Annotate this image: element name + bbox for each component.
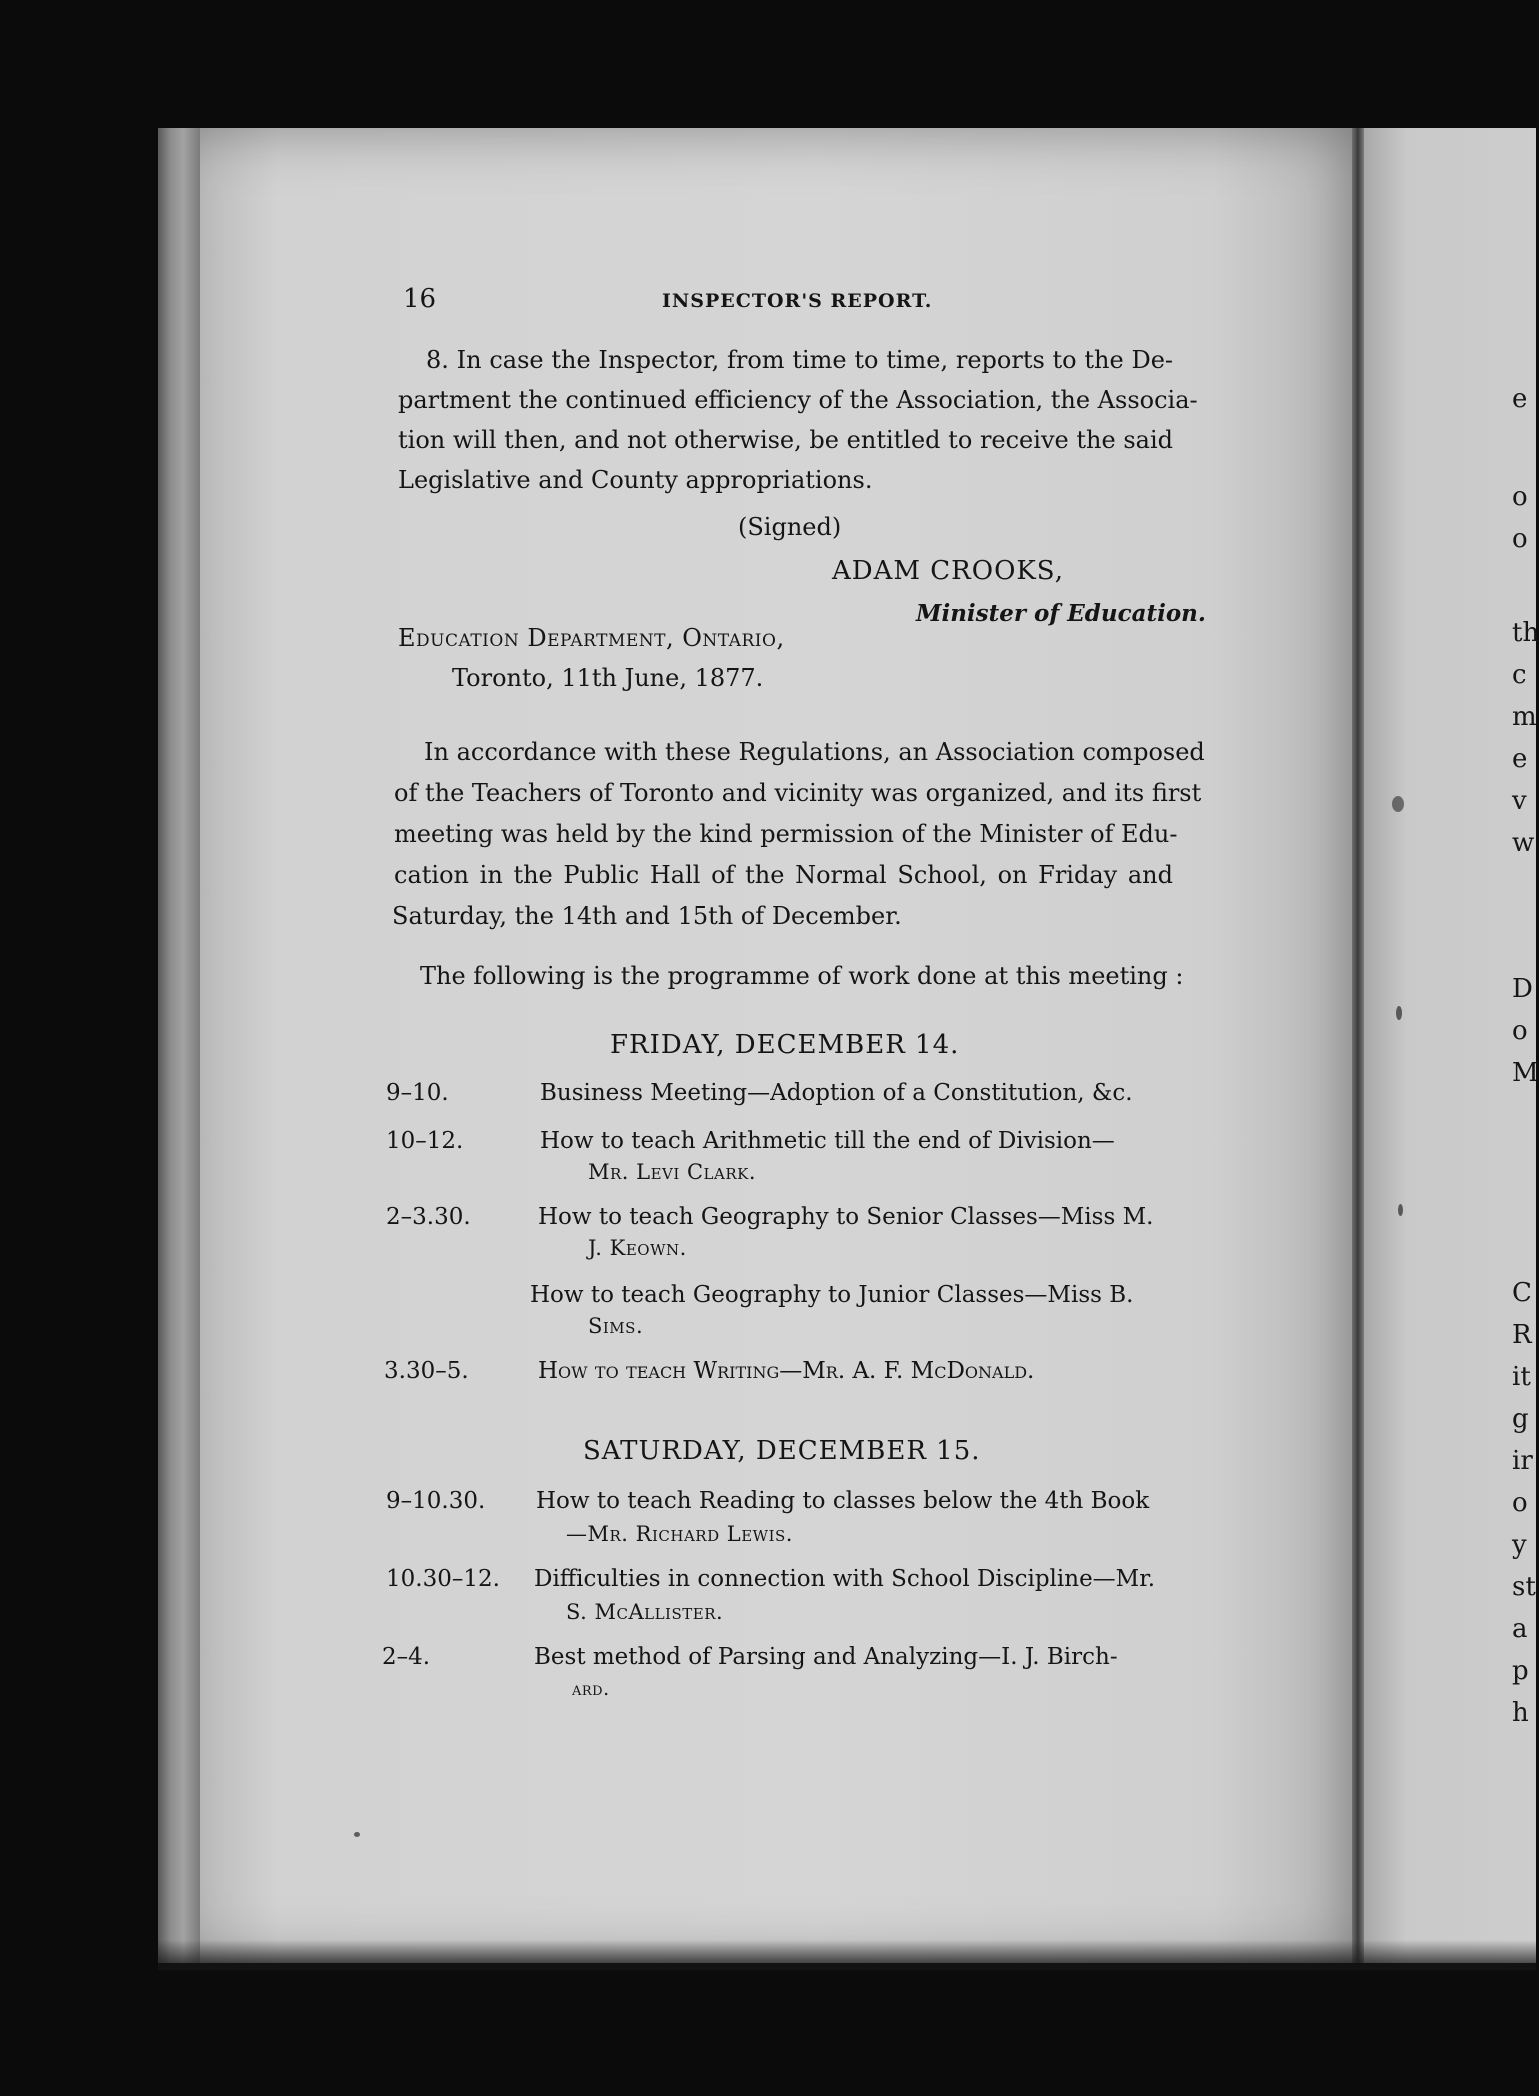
scan-speck: [1392, 796, 1404, 812]
paragraph-line-5: Saturday, the 14th and 15th of December.: [392, 902, 902, 930]
running-title: INSPECTOR'S REPORT.: [662, 290, 933, 312]
saturday-row-1-text: How to teach Reading to classes below the 4th Book: [536, 1488, 1150, 1514]
page-binding-edge: [158, 128, 200, 1963]
facing-fragment: g: [1512, 1404, 1529, 1434]
facing-fragment: R: [1512, 1320, 1532, 1350]
facing-fragment: e: [1512, 384, 1528, 414]
friday-row-5-time: 3.30–5.: [384, 1358, 469, 1384]
programme-intro: The following is the programme of work done at this meeting :: [420, 962, 1184, 990]
friday-row-2-text: How to teach Arithmetic till the end of Division—: [540, 1128, 1115, 1154]
saturday-row-2-time: 10.30–12.: [386, 1566, 500, 1592]
page-gutter: [1352, 128, 1364, 1963]
facing-fragment: M: [1512, 1058, 1539, 1088]
facing-fragment: it: [1512, 1362, 1531, 1392]
facing-fragment: o: [1512, 482, 1528, 512]
facing-fragment: D: [1512, 974, 1533, 1004]
facing-fragment: m: [1512, 702, 1537, 732]
saturday-row-1-time: 9–10.30.: [386, 1488, 486, 1514]
friday-row-5-text: How to teach Writing—Mr. A. F. McDonald.: [538, 1358, 1035, 1384]
friday-row-4-speaker: Sims.: [588, 1314, 644, 1338]
clause-8-line-3: tion will then, and not otherwise, be entitled to receive the said: [398, 426, 1173, 454]
saturday-row-3-text: Best method of Parsing and Analyzing—I. J. Birch-: [534, 1644, 1118, 1670]
department-line: Education Department, Ontario,: [398, 624, 785, 652]
scan-speck: [1396, 1006, 1402, 1020]
facing-fragment: v: [1512, 786, 1527, 816]
friday-row-1-time: 9–10.: [386, 1080, 449, 1106]
friday-row-3-time: 2–3.30.: [386, 1204, 471, 1230]
signatory-name: ADAM CROOKS,: [832, 556, 1064, 586]
facing-fragment: h: [1512, 1698, 1529, 1728]
signed-label: (Signed): [738, 513, 842, 541]
friday-row-2-speaker: Mr. Levi Clark.: [588, 1160, 757, 1184]
facing-page: [1364, 128, 1536, 1963]
saturday-row-2-text: Difficulties in connection with School Discipline—Mr.: [534, 1566, 1156, 1592]
saturday-row-3-speaker: ard.: [572, 1678, 610, 1700]
paragraph-line-1: In accordance with these Regulations, an Association composed: [424, 738, 1205, 766]
friday-row-3-text: How to teach Geography to Senior Classes—Miss M.: [538, 1204, 1154, 1230]
scan-speck: [354, 1832, 360, 1837]
facing-fragment: o: [1512, 1488, 1528, 1518]
friday-heading: FRIDAY, DECEMBER 14.: [610, 1030, 960, 1060]
page-number: 16: [403, 284, 437, 314]
facing-fragment: c: [1512, 660, 1527, 690]
paragraph-line-3: meeting was held by the kind permission of the Minister of Edu-: [394, 820, 1178, 848]
saturday-row-2-speaker: S. McAllister.: [566, 1600, 724, 1624]
scan-speck: [1398, 1204, 1403, 1216]
paragraph-line-2: of the Teachers of Toronto and vicinity was organized, and its first: [394, 779, 1202, 807]
page-bottom-shadow: [158, 1940, 1536, 1970]
clause-8-line-2: partment the continued efficiency of the Association, the Associa-: [398, 386, 1198, 414]
facing-fragment: w: [1512, 828, 1535, 858]
facing-fragment: C: [1512, 1278, 1532, 1308]
facing-fragment: st: [1512, 1572, 1536, 1602]
facing-fragment: o: [1512, 524, 1528, 554]
saturday-row-1-speaker: —Mr. Richard Lewis.: [566, 1522, 793, 1546]
clause-8-line-1: 8. In case the Inspector, from time to time, reports to the De-: [426, 346, 1173, 374]
facing-fragment: p: [1512, 1656, 1529, 1686]
saturday-row-3-time: 2–4.: [382, 1644, 431, 1670]
facing-fragment: y: [1512, 1530, 1527, 1560]
clause-8-line-4: Legislative and County appropriations.: [398, 466, 873, 494]
friday-row-2-time: 10–12.: [386, 1128, 464, 1154]
facing-fragment: th: [1512, 618, 1539, 648]
facing-fragment: ir: [1512, 1446, 1533, 1476]
paragraph-line-4: cation in the Public Hall of the Normal School, on Friday and: [394, 861, 1173, 889]
place-date-line: Toronto, 11th June, 1877.: [452, 664, 764, 692]
signatory-title: Minister of Education.: [916, 600, 1206, 627]
friday-row-1-text: Business Meeting—Adoption of a Constitution, &c.: [540, 1080, 1133, 1106]
facing-fragment: o: [1512, 1016, 1528, 1046]
facing-fragment: e: [1512, 744, 1528, 774]
friday-row-3-speaker: J. Keown.: [588, 1236, 687, 1260]
facing-fragment: a: [1512, 1614, 1528, 1644]
saturday-heading: SATURDAY, DECEMBER 15.: [583, 1436, 981, 1466]
friday-row-4-text: How to teach Geography to Junior Classes—Miss B.: [530, 1282, 1134, 1308]
